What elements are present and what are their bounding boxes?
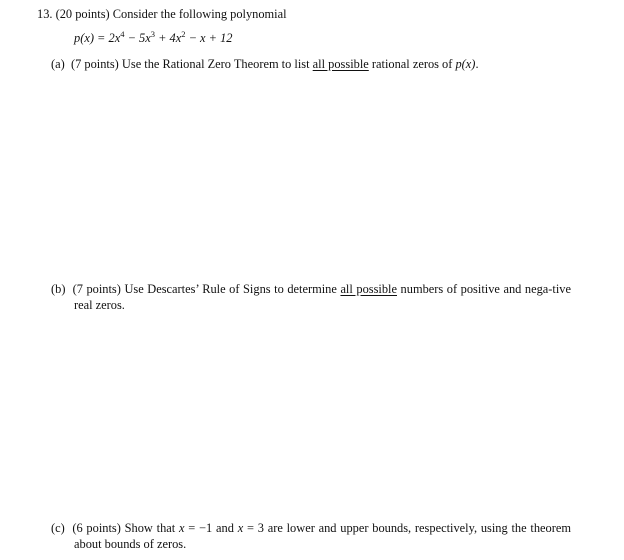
part-a-label: (a) [51,57,65,71]
part-a [51,56,479,72]
part-a-math: p(x) [455,57,476,71]
polynomial-term-2: − 5x [124,31,151,45]
part-a-points: (7 points) [70,57,119,71]
part-b-label: (b) [51,282,66,296]
part-a-end: . [475,57,479,71]
question-header [37,6,287,22]
polynomial-term-4: − x + 12 [185,31,233,45]
polynomial-term-1: 2x [108,31,121,45]
part-c-text: Show that [124,521,180,535]
part-a-underlined: all possible [312,57,369,71]
question-number: 13. [37,7,53,21]
part-b-text: Use Descartes’ Rule of Signs to determine [124,282,341,296]
polynomial-exponent-2: 3 [150,29,155,39]
question-points: (20 points) [55,7,110,21]
part-c-eq-1: = −1 and [184,521,238,535]
part-b-paragraph [51,281,571,313]
question-prompt: Consider the following polynomial [112,7,287,21]
polynomial-lhs: p(x) = [74,31,109,45]
part-c-label: (c) [51,521,65,535]
part-b-text-after: numbers of positive and nega-tive real zeros. [74,282,572,312]
part-c-math-1: x [179,521,185,535]
part-a-text-after: rational zeros of [368,57,456,71]
part-c-paragraph [51,520,571,552]
polynomial-exponent-3: 2 [181,29,186,39]
part-b [51,281,571,313]
part-c [51,520,571,552]
part-a-text: Use the Rational Zero Theorem to list [121,57,313,71]
part-c-math-2: x [237,521,244,535]
polynomial-exponent-1: 4 [120,29,125,39]
part-b-underlined: all possible [340,282,397,296]
part-c-eq-2: = 3 are lower and upper bounds, respectively, using the theorem about bounds of zeros. [74,521,571,551]
polynomial-equation [74,30,233,46]
part-b-points: (7 points) [72,282,121,296]
polynomial-term-3: + 4x [154,31,182,45]
part-c-points: (6 points) [72,521,121,535]
